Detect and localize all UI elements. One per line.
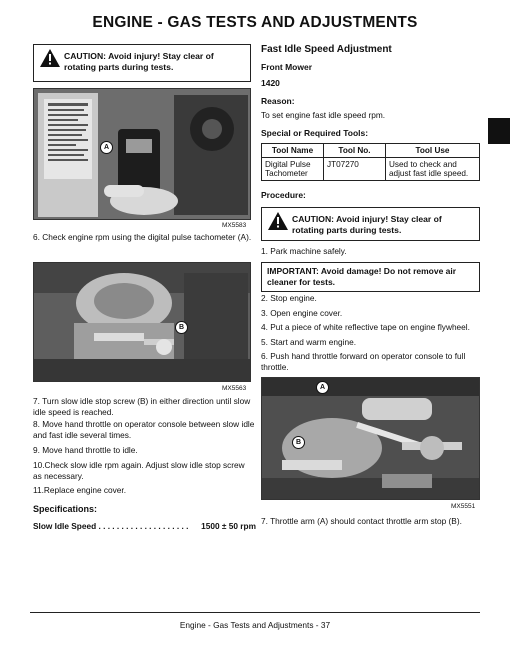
photo-tachometer: [33, 88, 251, 220]
reason-heading: Reason:: [261, 96, 295, 106]
photo-slow-idle-screw: [33, 262, 251, 382]
caution-box-1: [33, 44, 251, 82]
left-step-6: 6. Check engine rpm using the digital pulse tachometer (A).: [33, 232, 252, 242]
page-title: ENGINE - GAS TESTS AND ADJUSTMENTS: [92, 14, 418, 31]
caution-box-2: [261, 207, 480, 241]
warning-triangle-icon: [40, 49, 60, 67]
left-step-11: 11.Replace engine cover.: [33, 485, 127, 495]
photo-1-callout-a: A: [100, 141, 113, 154]
specifications-heading: Specifications:: [33, 504, 98, 514]
left-step-8: 8. Move hand throttle on operator console between slow idle and fast idle several times.: [33, 419, 255, 440]
subtitle-front-mower: Front Mower: [261, 62, 312, 72]
tool-number-cell: JT07270: [324, 158, 386, 181]
tools-col-header: Tool Use: [386, 144, 480, 158]
caution-text-2: CAUTION: Avoid injury! Stay clear of rotating parts during tests.: [292, 214, 442, 235]
page-footer: Engine - Gas Tests and Adjustments - 37: [179, 620, 331, 630]
section-tab-marker: [488, 118, 510, 144]
footer-divider: [30, 612, 480, 613]
right-step-7: 7. Throttle arm (A) should contact throttle arm stop (B).: [261, 516, 462, 526]
tool-name-cell: Digital Pulse Tachometer: [262, 158, 324, 181]
section-title: Fast Idle Speed Adjustment: [261, 44, 392, 55]
tools-table: [261, 143, 480, 181]
right-step-3: 3. Open engine cover.: [261, 308, 343, 318]
left-step-10: 10.Check slow idle rpm again. Adjust slow idle stop screw as necessary.: [33, 460, 245, 481]
photo-2-callout-b: B: [175, 321, 188, 334]
photo-2-id: MX5563: [222, 385, 247, 392]
photo-1-id: MX5583: [222, 222, 247, 229]
left-step-7: 7. Turn slow idle stop screw (B) in either direction until slow idle speed is reached.: [33, 396, 251, 417]
spec-slow-idle-value: 1500 ± 50 rpm: [201, 521, 256, 531]
tools-heading: Special or Required Tools:: [261, 128, 369, 138]
photo-3-id: MX5551: [451, 503, 476, 510]
left-step-9: 9. Move hand throttle to idle.: [33, 445, 138, 455]
right-step-6: 6. Push hand throttle forward on operator console to full throttle.: [261, 351, 466, 372]
model-number: 1420: [261, 78, 280, 88]
photo-3-callout-b: B: [292, 436, 305, 449]
right-step-5: 5. Start and warm engine.: [261, 337, 357, 347]
right-step-1: 1. Park machine safely.: [261, 246, 347, 256]
tools-col-header: Tool Name: [262, 144, 324, 158]
right-step-4: 4. Put a piece of white reflective tape on engine flywheel.: [261, 322, 470, 332]
tool-use-cell: Used to check and adjust fast idle speed.: [386, 158, 480, 181]
photo-throttle-arm: [261, 377, 480, 500]
right-step-2: 2. Stop engine.: [261, 293, 317, 303]
tools-col-header: Tool No.: [324, 144, 386, 158]
caution-text-1: CAUTION: Avoid injury! Stay clear of rotating parts during tests.: [64, 51, 214, 72]
tools-table-header-row: [262, 144, 480, 158]
spec-slow-idle-label: Slow Idle Speed . . . . . . . . . . . . . . . . . . . .: [33, 521, 189, 531]
reason-text: To set engine fast idle speed rpm.: [261, 110, 386, 120]
important-box: IMPORTANT: Avoid damage! Do not remove air cleaner for tests.: [261, 262, 480, 292]
photo-3-callout-a: A: [316, 381, 329, 394]
procedure-heading: Procedure:: [261, 190, 306, 200]
warning-triangle-icon: [268, 212, 288, 230]
table-row: [262, 158, 480, 181]
